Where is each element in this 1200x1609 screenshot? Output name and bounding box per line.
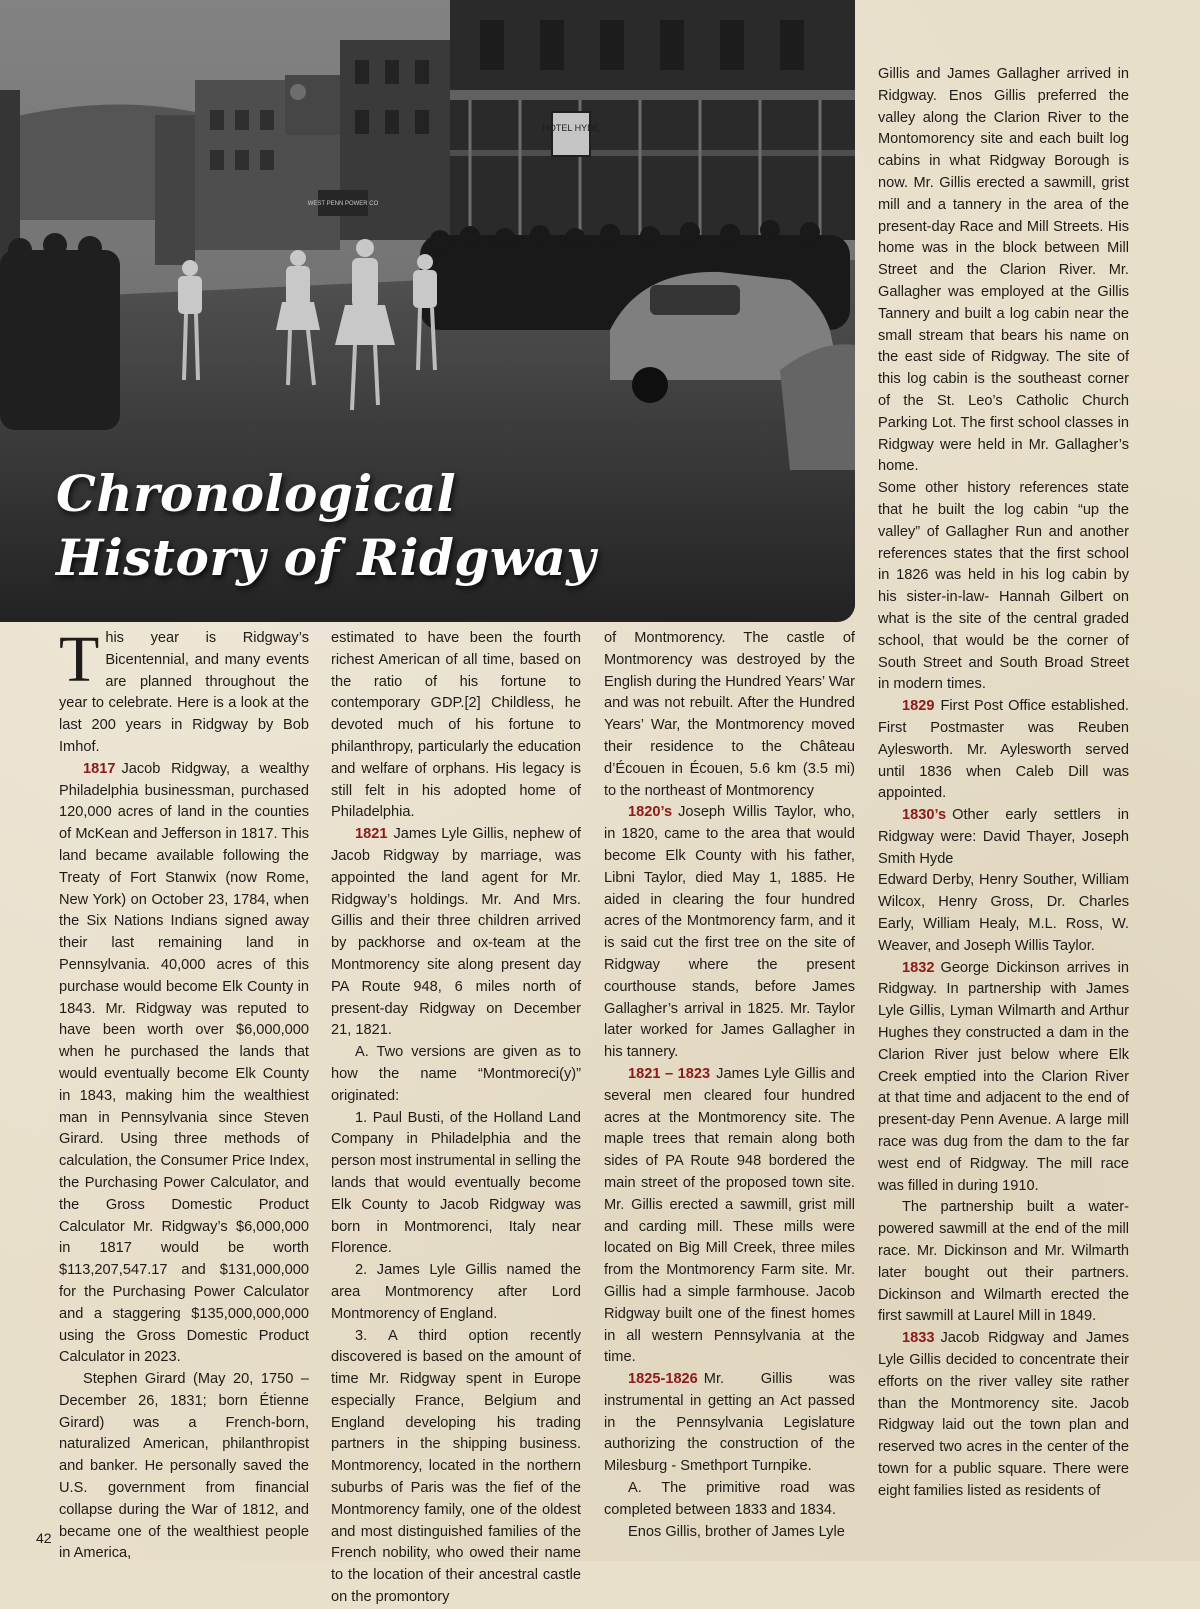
entry-1820s [604, 802, 855, 1064]
other-references: Some other history references state that he built the log cabin “up the valley” of Gallagher Run and another references states that the first school in 1826 was held in his log cabin by his sister-in-law- Hannah Gilbert on what is the site of the central graded school, that would be the corner of South Street and South Broad Street in modern times. [878, 480, 1129, 693]
name-origin-2: 2. James Lyle Gillis named the area Montmorency after Lord Montmorency of England. [331, 1262, 581, 1322]
year-heading: 1829 [902, 698, 935, 715]
girard-paragraph: Stephen Girard (May 20, 1750 – December 26, 1831; born Étienne Girard) was a French-born, naturalized American, philanthropist and banker. He personally saved the U.S. government from financial collapse during the War of 1812, and became one of the wealthiest people in America, [59, 1371, 309, 1562]
drop-cap: T [59, 623, 100, 696]
year-heading: 1832 [902, 959, 935, 976]
year-heading: 1821 [355, 826, 388, 843]
title-line-1: Chronological [56, 464, 457, 523]
entry-1829 [878, 696, 1129, 805]
name-origin-3: 3. A third option recently discovered is based on the amount of time Mr. Ridgway spent in Europe especially France, Belgium and England developing his trading partners in the shipping business. Montmorency, located in the northern suburbs of Paris was the fief of the Montmorency family, one of the oldest and most distinguished families of the French nobility, who owed their name to the location of their ancestral castle on the promontory [331, 1327, 581, 1606]
intro-paragraph [59, 623, 309, 759]
enos-gillis-continued: Gillis and James Gallagher arrived in Ridgway. Enos Gillis preferred the valley along the Clarion River to the Montomorency site and each built log cabins in what Ridgway Borough is now. Mr. Gillis erected a sawmill, grist mill and a tannery in the area of the present-day Race and Mill Streets. His home was in the block between Mill Street and the Clarion River. Mr. Gallagher was employed at the Gillis Tannery and built a log cabin near the small stream that bears his name on the east side of Ridgway. The site of this log cabin is the southeast corner of the St. Leo’s Catholic Church Parking Lot. The first school classes in Ridgway were held in Mr. Gallagher’s home. [878, 66, 1129, 475]
article-column-2 [331, 628, 581, 1609]
page-title [56, 462, 596, 590]
name-origin-intro: A. Two versions are given as to how the name “Montmoreci(y)” originated: [331, 1044, 581, 1104]
entry-1825-1826 [604, 1369, 855, 1478]
intro-text: his year is Ridgway’s Bicentennial, and many events are planned throughout the year to celebrate. Here is a look at the last 200 years in Ridgway by Bob Imhof. [59, 630, 309, 755]
entry-1821 [331, 824, 581, 1042]
entry-text: Jacob Ridgway and James Lyle Gillis decided to concentrate their efforts on the river valley site rather than the Montmorency site. Jacob Ridgway laid out the town plan and reserved two acres in the center of the town for a public square. There were eight families listed as residents of [878, 1330, 1129, 1499]
parade-photo [0, 0, 855, 622]
year-heading: 1821 – 1823 [628, 1065, 711, 1082]
entry-text: Joseph Willis Taylor, who, in 1820, came to the area that would become Elk County with his father, Libni Taylor, died May 1, 1885. He aided in clearing the four hundred acres of the Montmorency farm, and it is said cut the first tree on the site of Ridgway where the present courthouse stands, before James Gallagher’s arrival in 1825. Mr. Taylor later worked for James Gallagher in his tannery. [604, 804, 855, 1061]
entry-1830s [878, 805, 1129, 870]
article-column-4 [878, 64, 1129, 1503]
article-column-3 [604, 628, 855, 1543]
page-number: 42 [36, 1530, 52, 1546]
year-heading: 1820’s [628, 804, 673, 821]
enos-gillis-paragraph: Enos Gillis, brother of James Lyle [628, 1523, 845, 1540]
entry-1832 [878, 958, 1129, 1198]
settlers-list: Edward Derby, Henry Souther, William Wilcox, Henry Gross, Dr. Charles Early, William Healy, M.L. Ross, W. Weaver, and Joseph Willis Taylor. [878, 872, 1129, 954]
year-heading: 1830’s [902, 807, 947, 824]
entry-text: George Dickinson arrives in Ridgway. In partnership with James Lyle Gillis, Lyman Wilmarth and Arthur Hughes they constructed a dam in the Clarion River just below where Elk Creek emptied into the Clarion River at that time and adjacent to the end of present-day Penn Avenue. A large mill race was dug from the dam to the far west end of Ridgway. The mill race was filled in during 1910. [878, 959, 1129, 1194]
entry-text: Mr. Gillis was instrumental in getting an Act passed in the Pennsylvania Legislature authorizing the construction of the Milesburg - Smethport Turnpike. [604, 1371, 855, 1475]
entry-1817 [59, 759, 309, 1369]
year-heading: 1833 [902, 1330, 935, 1347]
montmorency-continued: of Montmorency. The castle of Montmorency was destroyed by the English during the Hundred Years’ War and was not rebuilt. After the Hundred Years’ War, the Montmorency moved their residence to the Château d’Écouen in Écouen, 5.6 km (3.5 mi) to the northeast of Montmorency [604, 630, 855, 799]
article-column-1 [59, 623, 309, 1565]
entry-1821-1823 [604, 1064, 855, 1369]
entry-text: James Lyle Gillis, nephew of Jacob Ridgway by marriage, was appointed the land agent for Mr. Ridgway’s holdings. Mr. And Mrs. Gillis and their three children arrived by packhorse and ox-team at the Montmorency site along present day PA Route 948, 6 miles north of present-day Ridgway on December 21, 1821. [331, 826, 581, 1039]
year-heading: 1825-1826 [628, 1371, 698, 1388]
girard-continued: estimated to have been the fourth richest American of all time, based on the ratio of his fortune to contemporary GDP.[2] Childless, he devoted much of his fortune to philanthropy, particularly the education and welfare of orphans. His legacy is still felt in his adopted home of Philadelphia. [331, 630, 581, 821]
entry-text: First Post Office established. First Postmaster was Reuben Aylesworth. Mr. Aylesworth served until 1836 when Caleb Dill was appointed. [878, 698, 1129, 802]
year-heading: 1817 [83, 760, 116, 777]
turnpike-note: A. The primitive road was completed between 1833 and 1834. [604, 1480, 855, 1518]
partnership-paragraph: The partnership built a water-powered sawmill at the end of the mill race. Mr. Dickinson and Mr. Wilmarth later bought out their partners. Dickinson and Wilmarth erected the first sawmill at Laurel Mill in 1849. [878, 1199, 1129, 1325]
entry-text: James Lyle Gillis and several men cleared four hundred acres at the Montmorency site. The maple trees that remain along both sides of PA Route 948 bordered the main street of the proposed town site. Mr. Gillis erected a sawmill, grist mill and carding mill. These mills were located on Big Mill Creek, three miles from the Montmorency Farm site. Mr. Gillis had a simple farmhouse. Jacob Ridgway built one of the finest homes in all western Pennsylvania at the time. [604, 1065, 855, 1366]
title-line-2: History of Ridgway [56, 528, 596, 587]
entry-1833 [878, 1328, 1129, 1502]
entry-text: Jacob Ridgway, a wealthy Philadelphia businessman, purchased 120,000 acres of land in the counties of McKean and Jefferson in 1817. This land became available following the Treaty of Fort Stanwix (now Rome, New York) on October 23, 1784, when the Six Nations Indians signed away their last remaining land in Pennsylvania. 40,000 acres of this purchase would become Elk County in 1843. Mr. Ridgway was reputed to have been worth over $6,000,000 when he purchased the lands that would eventually become Elk County in 1843, making him the wealthiest man in Pennsylvania since Steven Girard. Using three methods of calculation, the Consumer Price Index, the Purchasing Power Calculator, and the Gross Domestic Product Calculator Mr. Ridgway’s $6,000,000 in 1817 would be worth $113,207,547.17 and $131,000,000 for the Purchasing Power Calculator and a staggering $135,000,000,000 using the Gross Domestic Product Calculator in 2023. [59, 760, 309, 1366]
entry-text: Other early settlers in Ridgway were: David Thayer, Joseph Smith Hyde [878, 807, 1129, 867]
name-origin-1: 1. Paul Busti, of the Holland Land Company in Philadelphia and the person most instrumental in selling the lands that would eventually become Elk County to Jacob Ridgway was born in Montmorenci, Italy near Florence. [331, 1109, 581, 1257]
